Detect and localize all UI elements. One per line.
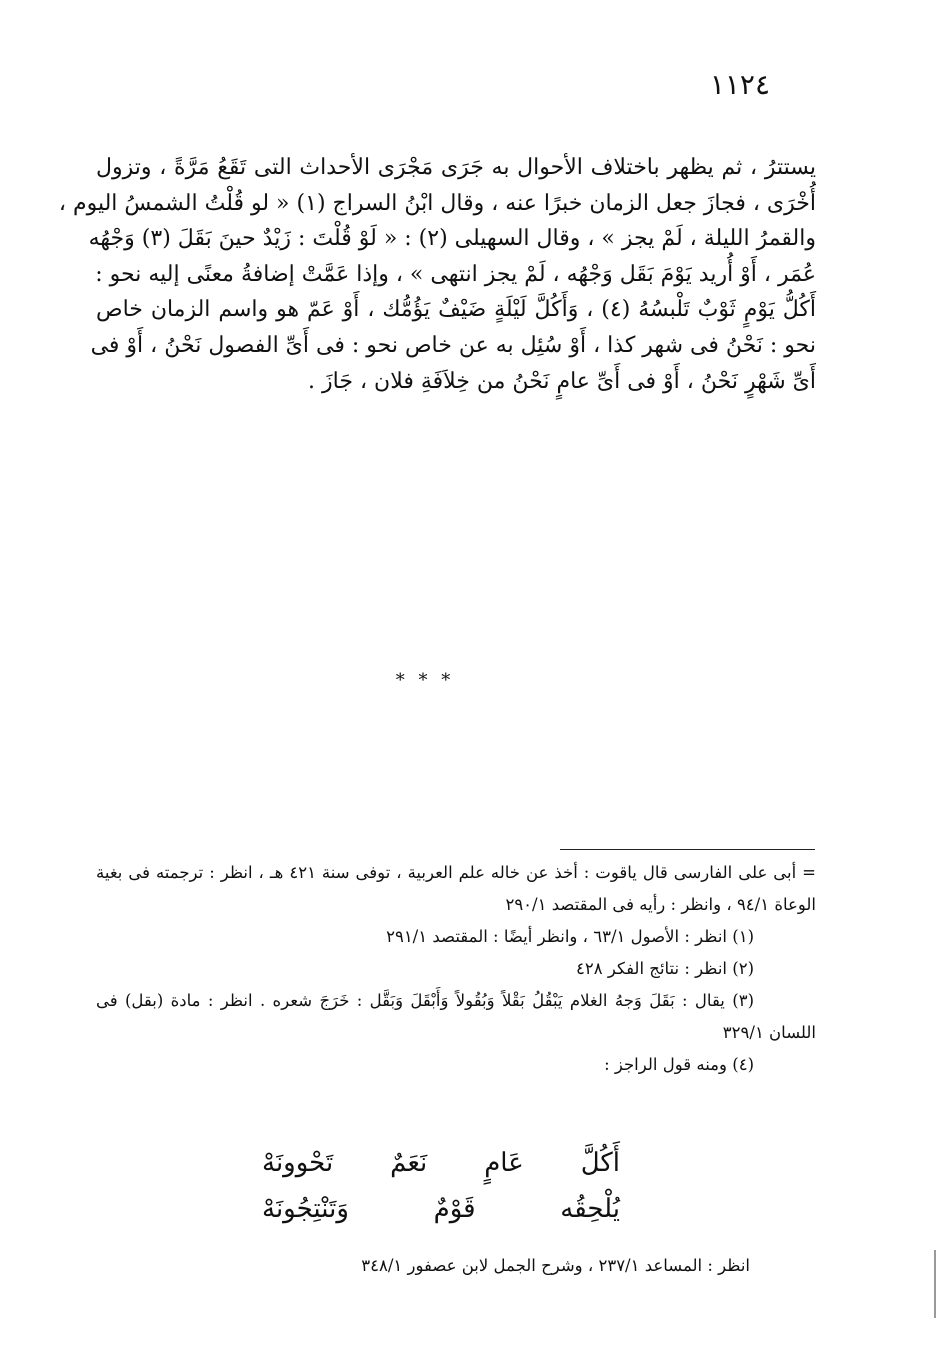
footnote-divider [560,849,815,850]
footnote-2: (٢) انظر : نتائج الفكر ٤٢٨ [576,959,754,978]
main-text-line: أَىِّ شَهْرٍ نَحْنُ ، أَوْ فى أَىِّ عامٍ نَحْنُ من خِلاَفَةِ فلان ، جَازَ . [308,368,816,394]
footnote-1: (١) انظر : الأصول ٦٣/١ ، وانظر أيضًا : المقتصد ٢٩١/١ [386,927,754,946]
page-number: ١١٢٤ [709,68,770,101]
verse-line: أَكُلَّ عَامٍ نَعَمٌ تَحْوونَهْ [262,1148,620,1178]
main-text-line: نحو : نَحْنُ فى شهر كذا ، أَوْ سُئِل به عن خاص نحو : فى أَىِّ الفصول نَحْنُ ، أَوْ فى [90,332,816,358]
verse-line: يُلْحِقُه قَوْمٌ وَتَنْتِجُونَهْ [262,1194,620,1224]
footnote-line: = أبى على الفارسى قال ياقوت : أخذ عن خاله علم العربية ، توفى سنة ٤٢١ هـ ، انظر : ترجمته فى بغية [96,863,816,882]
main-text-line: أَكُلُّ يَوْمٍ ثَوْبٌ تَلْبسُهُ (٤) ، وَأَكُلَّ لَيْلَةٍ ضَيْفٌ يَؤُمُّك ، أَوْ عَمّ هو واسم الزمان خاص [96,297,817,323]
footnote-4: (٤) ومنه قول الراجز : [604,1055,754,1074]
main-text-block [58,150,817,399]
main-text-line: يستترُ ، ثم يظهر باختلاف الأحوال به جَرَى مَجْرَى الأحداث التى تَقَعُ مَرَّةً ، وتزول [96,155,816,180]
verse-source: انظر : المساعد ٢٣٧/١ ، وشرح الجمل لابن عصفور ٣٤٨/١ [361,1256,750,1275]
footnote-line: الوعاة ٩٤/١ ، وانظر : رأيه فى المقتصد ٢٩٠/١ [505,895,816,914]
footnotes-block [96,858,816,1082]
verse-block [262,1140,620,1232]
main-text-line: عُمَر ، أَوْ أُريد يَوْمَ بَقَل وَجْهُه ، لَمْ يجز انتهى » ، وإذا عَمَّتْ إضافةُ معنًى إليه نحو : [95,261,816,287]
scan-margin-mark [934,1250,936,1318]
main-text-line: والقمرُ الليلة ، لَمْ يجز » ، وقال السهيلى (٢) : « لَوْ قُلْتَ : زَيْدٌ حينَ بَقَلَ (٣) وَجْهُه [88,226,816,252]
footnote-3: (٣) يقال : بَقَلَ وَجهُ الغلام يَبْقُلُ بَقْلاً وَبُقُولاً وَأَبْقَلَ وَبَقَّل : خَرَجَ شعره . انظر : مادة (بقل) فى [96,991,754,1010]
section-separator: * * * [395,670,455,691]
footnote-line: اللسان ٣٢٩/١ [722,1023,816,1042]
main-text-line: أُخْرَى ، فجازَ جعل الزمان خبرًا عنه ، وقال ابْنُ السراج (١) « لو قُلْتُ الشمسُ اليوم ، [58,190,816,216]
